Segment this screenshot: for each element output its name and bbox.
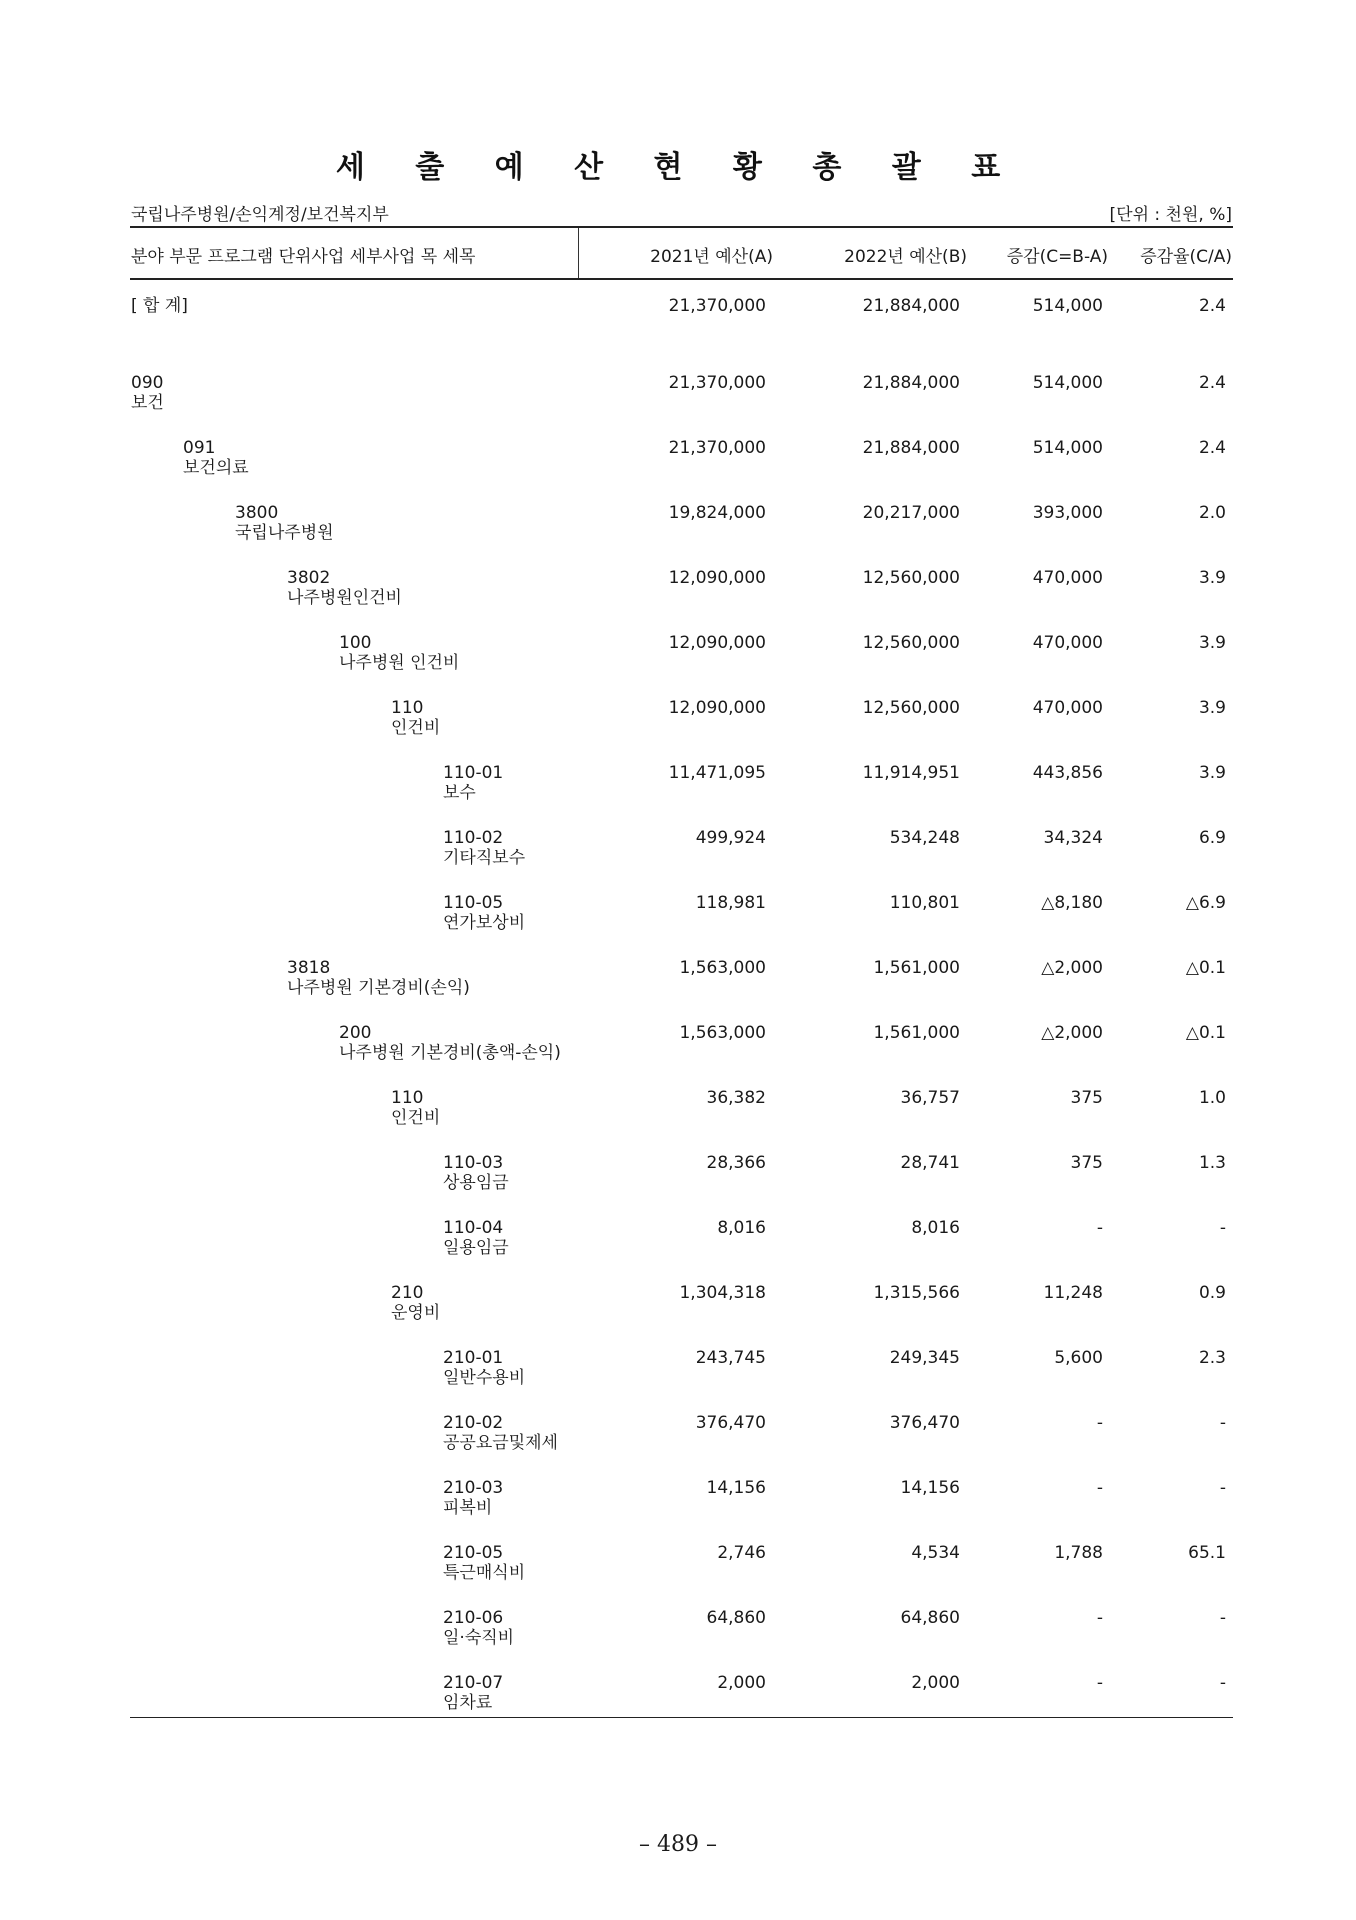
row-budget-2022: 64,860: [900, 1608, 960, 1628]
row-budget-2022: 1,315,566: [873, 1283, 960, 1303]
row-change: -: [1096, 1673, 1103, 1693]
row-budget-2021: 1,563,000: [679, 1023, 766, 1043]
column-header-2021: 2021년 예산(A): [650, 247, 773, 267]
row-change-rate: 3.9: [1198, 698, 1226, 718]
row-budget-2022: 12,560,000: [862, 698, 960, 718]
row-budget-2022: 376,470: [889, 1413, 960, 1433]
row-budget-2021: 36,382: [706, 1088, 766, 1108]
row-code: 210-06: [443, 1608, 504, 1628]
row-budget-2022: 28,741: [900, 1153, 960, 1173]
row-change: 5,600: [1054, 1348, 1103, 1368]
row-code: 210-05: [443, 1543, 504, 1563]
row-budget-2022: 4,534: [911, 1543, 960, 1563]
row-change-rate: 3.9: [1198, 568, 1226, 588]
header-divider: [578, 228, 579, 280]
row-change: -: [1096, 1218, 1103, 1238]
row-name: 일용임금: [443, 1238, 509, 1258]
row-code: 090: [131, 373, 164, 393]
row-change: 470,000: [1032, 568, 1103, 588]
row-name: 상용임금: [443, 1173, 509, 1193]
row-change: 1,788: [1054, 1543, 1103, 1563]
row-change: △8,180: [1041, 893, 1103, 913]
row-change-rate: -: [1219, 1608, 1226, 1628]
row-budget-2021: 21,370,000: [668, 438, 766, 458]
row-budget-2021: 12,090,000: [668, 698, 766, 718]
row-name: 피복비: [443, 1498, 493, 1518]
table-row: [0, 958, 1356, 1010]
row-budget-2021: 243,745: [695, 1348, 766, 1368]
row-budget-2021: 64,860: [706, 1608, 766, 1628]
row-name: 기타직보수: [443, 848, 526, 868]
row-code: 110-05: [443, 893, 504, 913]
row-budget-2022: 21,884,000: [862, 296, 960, 316]
table-row: [0, 828, 1356, 880]
row-change: 514,000: [1032, 296, 1103, 316]
row-change-rate: 1.3: [1198, 1153, 1226, 1173]
table-row: [0, 1413, 1356, 1465]
table-bottom-rule: [130, 1717, 1233, 1718]
header-bottom-rule: [130, 278, 1233, 280]
table-row: [0, 503, 1356, 555]
row-change-rate: △6.9: [1185, 893, 1226, 913]
row-code: 110-03: [443, 1153, 504, 1173]
row-change: -: [1096, 1478, 1103, 1498]
table-row: [0, 373, 1356, 425]
row-change-rate: 3.9: [1198, 763, 1226, 783]
row-change-rate: 2.4: [1198, 438, 1226, 458]
row-change-rate: -: [1219, 1673, 1226, 1693]
row-change-rate: 1.0: [1198, 1088, 1226, 1108]
row-change: △2,000: [1041, 1023, 1103, 1043]
table-row: [0, 698, 1356, 750]
row-code: 110-02: [443, 828, 504, 848]
row-name: 임차료: [443, 1693, 493, 1713]
row-change-rate: 0.9: [1198, 1283, 1226, 1303]
row-budget-2022: 21,884,000: [862, 373, 960, 393]
row-change-rate: 2.0: [1198, 503, 1226, 523]
table-row: [0, 763, 1356, 815]
row-change: 470,000: [1032, 633, 1103, 653]
row-budget-2022: 14,156: [900, 1478, 960, 1498]
table-row: [0, 1088, 1356, 1140]
row-budget-2021: 19,824,000: [668, 503, 766, 523]
row-name: 국립나주병원: [235, 523, 334, 543]
row-code: [ 합 계]: [131, 296, 188, 316]
row-budget-2022: 12,560,000: [862, 633, 960, 653]
row-name: 일·숙직비: [443, 1628, 515, 1648]
row-budget-2022: 36,757: [900, 1088, 960, 1108]
row-budget-2021: 14,156: [706, 1478, 766, 1498]
row-name: 보건: [131, 393, 164, 413]
row-budget-2022: 1,561,000: [873, 1023, 960, 1043]
row-change: -: [1096, 1608, 1103, 1628]
row-change-rate: 3.9: [1198, 633, 1226, 653]
table-row: [0, 1543, 1356, 1595]
row-budget-2021: 12,090,000: [668, 568, 766, 588]
row-change-rate: -: [1219, 1413, 1226, 1433]
row-budget-2022: 1,561,000: [873, 958, 960, 978]
row-name: 보건의료: [183, 458, 249, 478]
row-code: 210-07: [443, 1673, 504, 1693]
row-change-rate: 65.1: [1188, 1543, 1226, 1563]
row-budget-2021: 21,370,000: [668, 373, 766, 393]
column-header-2022: 2022년 예산(B): [844, 247, 967, 267]
table-row: [0, 1608, 1356, 1660]
row-change-rate: 6.9: [1198, 828, 1226, 848]
row-budget-2021: 12,090,000: [668, 633, 766, 653]
row-change: -: [1096, 1413, 1103, 1433]
row-name: 운영비: [391, 1303, 441, 1323]
row-budget-2022: 21,884,000: [862, 438, 960, 458]
table-row: [0, 568, 1356, 620]
row-budget-2021: 499,924: [695, 828, 766, 848]
column-header-change: 증감(C=B-A): [1006, 247, 1108, 267]
table-row: [0, 438, 1356, 490]
row-change: △2,000: [1041, 958, 1103, 978]
row-budget-2021: 2,000: [717, 1673, 766, 1693]
table-row: [0, 296, 1356, 348]
row-budget-2022: 11,914,951: [862, 763, 960, 783]
table-row: [0, 633, 1356, 685]
row-name: 보수: [443, 783, 476, 803]
table-row: [0, 1153, 1356, 1205]
row-budget-2022: 110,801: [889, 893, 960, 913]
row-code: 100: [339, 633, 372, 653]
row-code: 210: [391, 1283, 424, 1303]
row-budget-2021: 8,016: [717, 1218, 766, 1238]
row-budget-2022: 8,016: [911, 1218, 960, 1238]
row-budget-2021: 376,470: [695, 1413, 766, 1433]
page-title: 세 출 예 산 현 황 총 괄 표: [335, 150, 1021, 185]
row-code: 110: [391, 1088, 424, 1108]
column-header-change-rate: 증감율(C/A): [1140, 247, 1232, 267]
row-change: 514,000: [1032, 373, 1103, 393]
row-code: 200: [339, 1023, 372, 1043]
column-header-category: 분야 부문 프로그램 단위사업 세부사업 목 세목: [131, 247, 476, 267]
row-name: 나주병원 기본경비(손익): [287, 978, 470, 998]
header-top-rule: [130, 226, 1233, 228]
row-code: 091: [183, 438, 216, 458]
row-change: 34,324: [1043, 828, 1103, 848]
row-change-rate: -: [1219, 1218, 1226, 1238]
row-budget-2022: 534,248: [889, 828, 960, 848]
table-row: [0, 1283, 1356, 1335]
row-change: 393,000: [1032, 503, 1103, 523]
row-code: 210-02: [443, 1413, 504, 1433]
row-name: 나주병원인건비: [287, 588, 402, 608]
row-change: 11,248: [1043, 1283, 1103, 1303]
table-row: [0, 1218, 1356, 1270]
table-row: [0, 893, 1356, 945]
unit-label: [단위 : 천원, %]: [1109, 205, 1232, 225]
row-change-rate: 2.3: [1198, 1348, 1226, 1368]
row-name: 연가보상비: [443, 913, 526, 933]
row-budget-2021: 21,370,000: [668, 296, 766, 316]
row-budget-2021: 2,746: [717, 1543, 766, 1563]
row-name: 나주병원 인건비: [339, 653, 460, 673]
row-change: 375: [1070, 1088, 1103, 1108]
row-budget-2022: 2,000: [911, 1673, 960, 1693]
row-budget-2021: 118,981: [695, 893, 766, 913]
table-row: [0, 1478, 1356, 1530]
row-code: 3800: [235, 503, 279, 523]
row-change-rate: -: [1219, 1478, 1226, 1498]
row-name: 나주병원 기본경비(총액-손익): [339, 1043, 561, 1063]
row-code: 210-01: [443, 1348, 504, 1368]
row-change-rate: △0.1: [1185, 958, 1226, 978]
page-number: – 489 –: [639, 1832, 717, 1857]
row-change: 470,000: [1032, 698, 1103, 718]
row-name: 인건비: [391, 1108, 441, 1128]
row-code: 210-03: [443, 1478, 504, 1498]
row-change-rate: △0.1: [1185, 1023, 1226, 1043]
row-code: 3818: [287, 958, 331, 978]
organization-label: 국립나주병원/손익계정/보건복지부: [131, 205, 389, 225]
row-code: 110-04: [443, 1218, 504, 1238]
row-change: 443,856: [1032, 763, 1103, 783]
row-budget-2022: 12,560,000: [862, 568, 960, 588]
row-code: 3802: [287, 568, 331, 588]
row-budget-2022: 20,217,000: [862, 503, 960, 523]
row-change-rate: 2.4: [1198, 373, 1226, 393]
row-name: 일반수용비: [443, 1368, 526, 1388]
row-code: 110-01: [443, 763, 504, 783]
row-budget-2021: 1,563,000: [679, 958, 766, 978]
row-budget-2022: 249,345: [889, 1348, 960, 1368]
row-change: 514,000: [1032, 438, 1103, 458]
row-code: 110: [391, 698, 424, 718]
row-budget-2021: 11,471,095: [668, 763, 766, 783]
row-budget-2021: 1,304,318: [679, 1283, 766, 1303]
row-change-rate: 2.4: [1198, 296, 1226, 316]
table-row: [0, 1023, 1356, 1075]
row-name: 공공요금및제세: [443, 1433, 558, 1453]
row-name: 특근매식비: [443, 1563, 526, 1583]
table-row: [0, 1348, 1356, 1400]
row-budget-2021: 28,366: [706, 1153, 766, 1173]
row-change: 375: [1070, 1153, 1103, 1173]
row-name: 인건비: [391, 718, 441, 738]
